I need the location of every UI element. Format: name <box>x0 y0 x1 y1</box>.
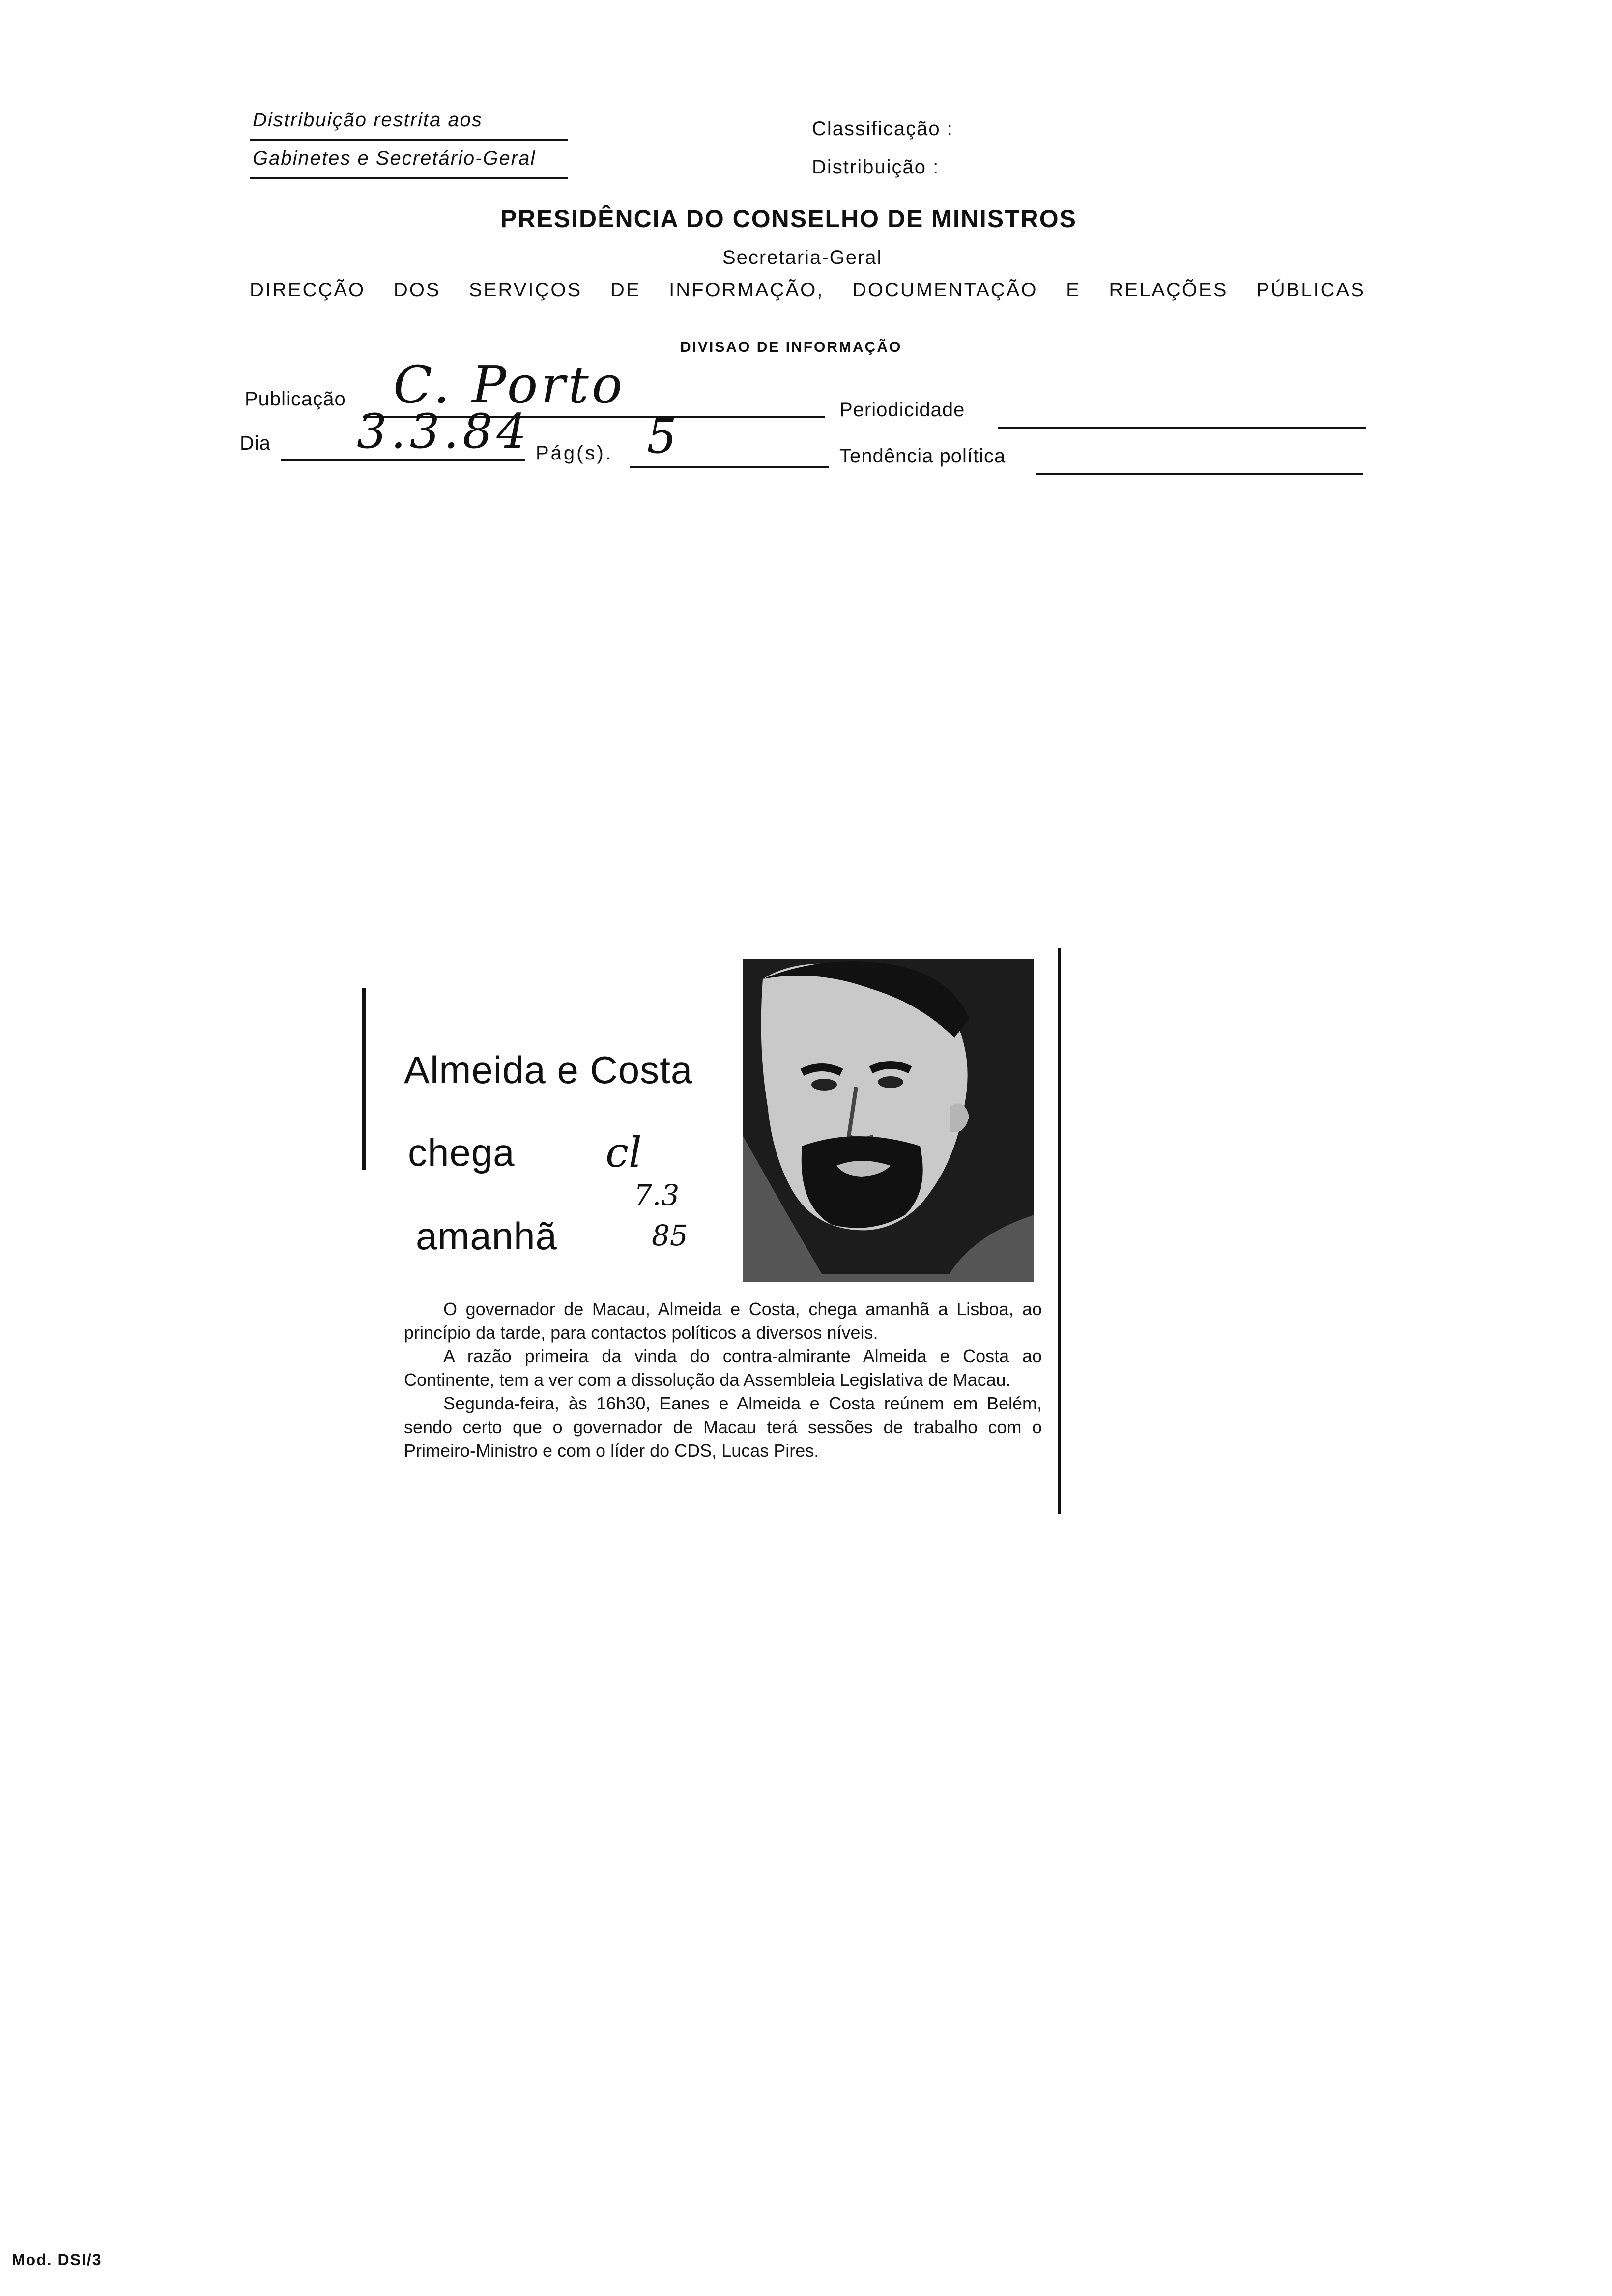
article-paragraph: O governador de Macau, Almeida e Costa, chega amanhã a Lisboa, ao princípio da tarde, para contactos políticos a diversos níveis. <box>404 1299 1042 1343</box>
distribution-label: Distribuição : <box>812 156 940 178</box>
publication-handwriting: C. Porto <box>393 355 626 415</box>
directorate-word: PÚBLICAS <box>1256 279 1365 301</box>
directorate-word: RELAÇÕES <box>1109 279 1228 301</box>
annotation-line2: 7.3 <box>634 1178 680 1212</box>
headline-line1: Almeida e Costa <box>404 1048 693 1091</box>
article-paragraph: A razão primeira da vinda do contra-almirante Almeida e Costa ao Continente, tem a ver com a dissolução da Assembleia Legislativa de Macau. <box>404 1346 1042 1390</box>
pages-handwriting: 5 <box>647 409 677 464</box>
pages-line <box>630 466 829 468</box>
article-paragraph: Segunda-feira, às 16h30, Eanes e Almeida e Costa reúnem em Belém, sendo certo que o governador de Macau terá sessões de trabalho com o Primeiro-Ministro e com o líder do CDS, Lucas Pires. <box>404 1393 1042 1461</box>
directorate-word: DOS <box>393 279 441 301</box>
periodicity-line <box>998 427 1366 429</box>
org-subtitle: Secretaria-Geral <box>722 247 883 268</box>
underline-1 <box>250 139 568 141</box>
division-label: DIVISAO DE INFORMAÇÃO <box>680 339 902 355</box>
portrait-photo <box>743 959 1034 1282</box>
directorate-word: DIRECÇÃO <box>250 279 366 301</box>
day-handwriting: 3.3.84 <box>357 404 531 459</box>
article-body <box>404 1297 1042 1463</box>
model-code: Mod. DSI/3 <box>12 2251 102 2268</box>
directorate-word: INFORMAÇÃO, <box>669 279 824 301</box>
annotation-line3: 85 <box>652 1219 688 1252</box>
clipping-left-border <box>362 988 366 1170</box>
directorate-word: E <box>1066 279 1081 301</box>
classification-label: Classificação : <box>812 118 953 140</box>
directorate-word: DOCUMENTAÇÃO <box>852 279 1038 301</box>
day-label: Dia <box>240 432 271 454</box>
day-line <box>281 459 525 461</box>
tendency-line <box>1036 473 1363 475</box>
org-title: PRESIDÊNCIA DO CONSELHO DE MINISTROS <box>500 205 1077 232</box>
headline-line2: chega <box>408 1131 515 1174</box>
tendency-label: Tendência política <box>839 445 1006 467</box>
directorate-line <box>250 279 1365 301</box>
underline-2 <box>250 177 568 179</box>
restricted-distribution-line2: Gabinetes e Secretário-Geral <box>253 147 536 169</box>
directorate-word: DE <box>610 279 641 301</box>
publication-label: Publicação <box>245 388 346 410</box>
pages-label: Pág(s). <box>536 442 613 464</box>
annotation-line1: cl <box>605 1128 642 1177</box>
clipping-right-border <box>1058 948 1061 1514</box>
directorate-word: SERVIÇOS <box>469 279 582 301</box>
restricted-distribution-line1: Distribuição restrita aos <box>253 109 483 131</box>
headline-line3: amanhã <box>416 1214 557 1258</box>
portrait-photo-drawing <box>743 959 1034 1282</box>
periodicity-label: Periodicidade <box>839 399 965 421</box>
